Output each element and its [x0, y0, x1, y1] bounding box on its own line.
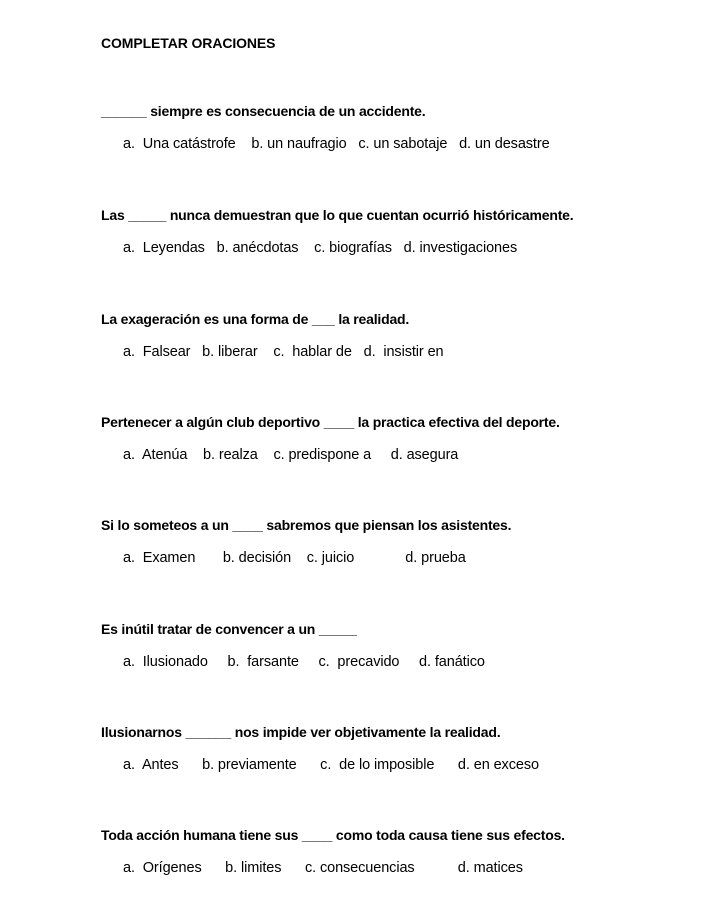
answer-options: a. Antes b. previamente c. de lo imposible d. en exceso [123, 757, 539, 773]
question-1 [101, 102, 691, 153]
answer-options: a. Falsear b. liberar c. hablar de d. insistir en [123, 344, 444, 360]
question-5 [101, 516, 691, 567]
question-text: Ilusionarnos ______ nos impide ver objetivamente la realidad. [101, 724, 501, 740]
question-text: Si lo someteos a un ____ sabremos que piensan los asistentes. [101, 517, 512, 533]
question-text: La exageración es una forma de ___ la realidad. [101, 311, 410, 327]
question-4 [101, 413, 691, 464]
page-title: COMPLETAR ORACIONES [101, 35, 276, 51]
answer-options: a. Orígenes b. limites c. consecuencias d. matices [123, 860, 523, 876]
answer-options: a. Ilusionado b. farsante c. precavido d. fanático [123, 654, 485, 670]
question-text: ______ siempre es consecuencia de un accidente. [101, 103, 426, 119]
answer-options: a. Examen b. decisión c. juicio d. prueba [123, 550, 466, 566]
question-text: Es inútil tratar de convencer a un _____ [101, 621, 357, 637]
answer-options: a. Leyendas b. anécdotas c. biografías d. investigaciones [123, 240, 518, 256]
question-2 [101, 206, 691, 257]
question-8 [101, 826, 691, 877]
answer-options: a. Una catástrofe b. un naufragio c. un sabotaje d. un desastre [123, 136, 550, 152]
question-3 [101, 310, 691, 361]
question-7 [101, 723, 691, 774]
question-text: Toda acción humana tiene sus ____ como toda causa tiene sus efectos. [101, 827, 565, 843]
question-text: Las _____ nunca demuestran que lo que cuentan ocurrió históricamente. [101, 207, 574, 223]
answer-options: a. Atenúa b. realza c. predispone a d. asegura [123, 447, 459, 463]
question-text: Pertenecer a algún club deportivo ____ la practica efectiva del deporte. [101, 414, 560, 430]
question-6 [101, 620, 691, 671]
